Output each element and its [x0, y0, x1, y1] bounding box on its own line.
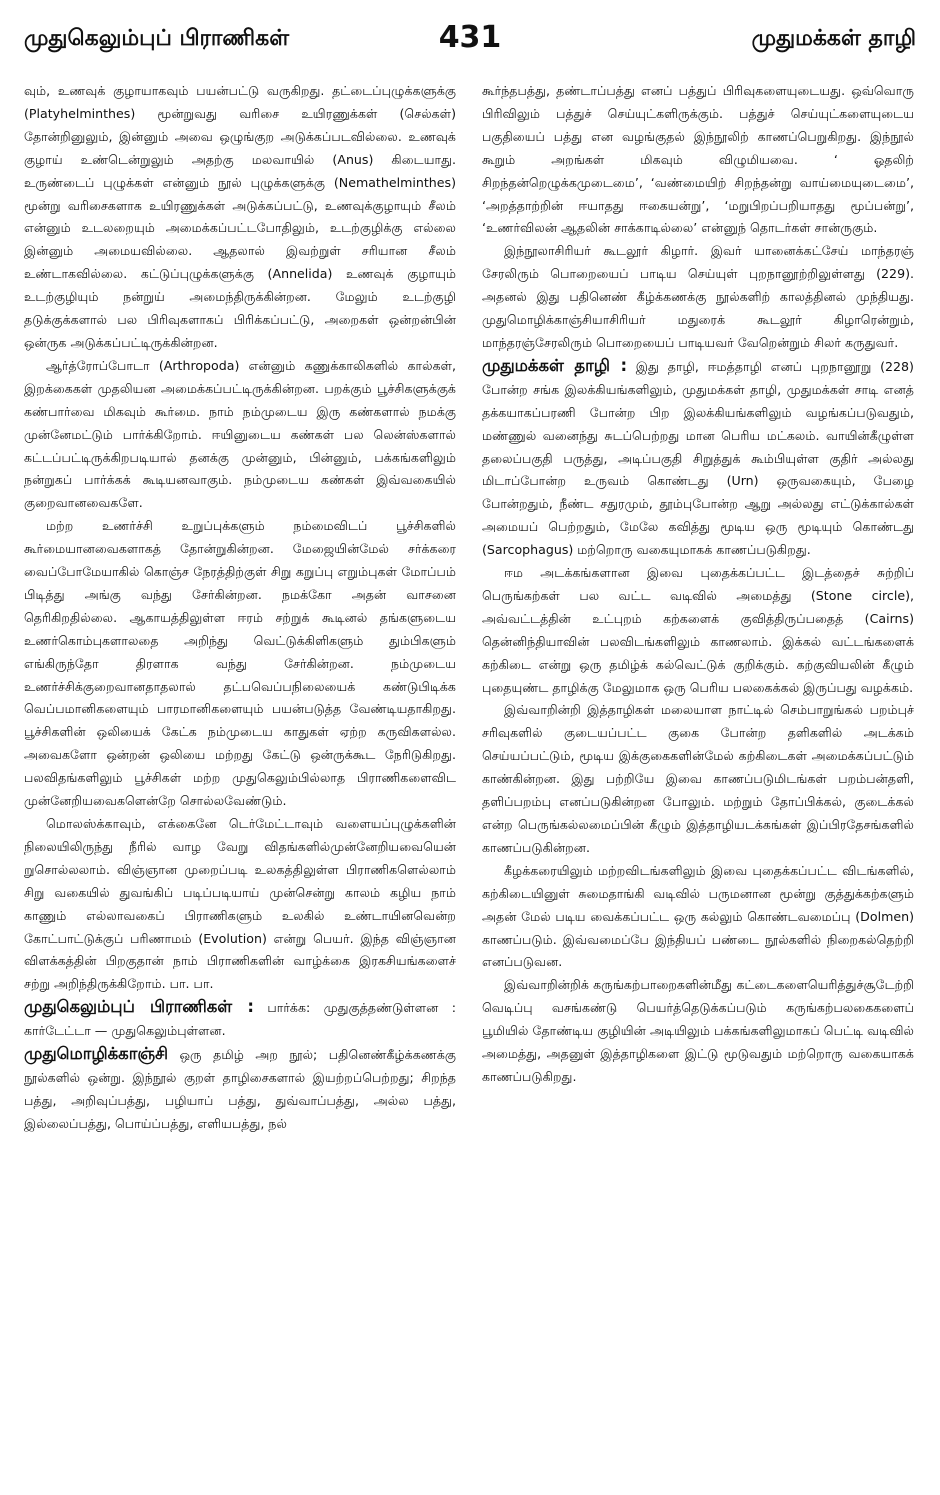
- paragraph: இவ்வாறின்றி இத்தாழிகள் மலையாள நாட்டில் செம்பாறுங்கல் பறம்புச் சரிவுகளில் குடையப்பட்ட குகை போன்ற தளிகளில் அடக்கம் செய்யப்பட்டும், மூடிய இக்குகைகளின்மேல் கற்கிடைகள் அமைக்கப்பட்டும் காண்கின்றன. இது பற்றியே இவை காணப்படுமிடங்கள் பறம்பன்தளி, தளிப்பறம்பு எனப்படுகின்றன போலும். மற்றும் தோப்பிக்கல், குடைக்கல் என்ற பெருங்கல்லமைப்பின் கீழும் இத்தாழியடக்கங்கள் இப்பிரதேசங்களில் காணப்படுகின்றன.: [482, 702, 914, 855]
- entry: [24, 996, 456, 1043]
- entry-text: பார்க்க: முதுகுத்தண்டுள்ளன : கார்டேட்டா — முதுகெலும்புள்ளன.: [24, 1000, 456, 1039]
- page-number: 431: [438, 20, 502, 55]
- paragraph: வும், உணவுக் குழாயாகவும் பயன்பட்டு வருகிறது. தட்டைப்புழுக்களுக்கு (Platyhelminthes) மூன்றுவது வரிசை உயிரணுக்கள் (செல்கள்) தோன்றினுலும், இன்னும் அவை ஒழுங்குற அடுக்கப்படவில்லை. உணவுக் குழாய் உண்டென்றுலும் அதற்கு மலவாயில் (Anus) கிடையாது. உருண்டைப் புழுக்கள் என்னும் நூல் புழுக்களுக்கு (Nemathelminthes) மூன்று வரிசைகளாக உயிரணுக்கள் அடுக்கப்பட்டு, உணவுக்குழாயும் சீலம் என்னும் உடலறையும் அமைக்கப்பட்டபோதிலும், உடற்குழிக்கு எல்லை இன்னும் அமையவில்லை. ஆதலால் இவற்றுள் சரியான சீலம் உண்டாகவில்லை. கட்டுப்புழுக்களுக்கு (Annelida) உணவுக் குழாயும் உடற்குழியும் நன்றுய் அமைந்திருக்கின்றன. மேலும் உடற்குழி தடுக்குக்களால் பல பிரிவுகளாகப் பிரிக்கப்பட்டு, அறைகள் ஒன்றன்பின் ஒன்ருக அடுக்கப்பட்டிருக்கின்றன.: [24, 83, 456, 350]
- paragraph: ஈம அடக்கங்களான இவை புதைக்கப்பட்ட இடத்தைச் சுற்றிப் பெருங்கற்கள் பல வட்ட வடிவில் அமைத்து (Stone circle), அவ்வட்டத்தின் உட்புறம் கற்களைக் குவித்திருப்பதைத் (Cairns) தென்னிந்தியாவின் பலவிடங்களிலும் காணலாம். இக்கல் வட்டங்களைக் கற்கிடை என்று ஒரு தமிழ்க் கல்வெட்டுக் குறிக்கும். கற்குவியலின் கீழும் புதையுண்ட தாழிக்கு மேலுமாக ஒரு பெரிய பலகைக்கல் இருப்பது வழக்கம்.: [482, 565, 914, 695]
- entry: [24, 1043, 456, 1136]
- paragraph: இவ்வாறின்றிக் கருங்கற்பாறைகளின்மீது கட்டைகளையெரித்துச்சூடேற்றி வெடிப்பு வசங்கண்டு பெயர்த்தெடுக்கப்படும் கருங்கற்பலகைகளைப் பூமியில் தோண்டிய குழியின் அடியிலும் பக்கங்களிலுமாகப் பெட்டி வடிவில் அமைத்து, அதனுள் இத்தாழிகளை இட்டு மூடுவதும் மற்றொரு வகையாகக் காணப்படுகிறது.: [482, 977, 914, 1084]
- entry-heading: முதுகெலும்புப் பிராணிகள் :: [24, 997, 254, 1017]
- page-header: [24, 20, 916, 68]
- paragraph: ஆர்த்ரோப்போடா (Arthropoda) என்னும் கணுக்காலிகளில் கால்கள், இறக்கைகள் முதலியன அமைக்கப்பட்டிருக்கின்றன. பறக்கும் பூச்சிகளுக்குக் கண்பார்வை மிகவும் கூர்மை. நாம் நம்முடைய இரு கண்களால் நமக்கு முன்னேமட்டும் பார்க்கிறோம். ஈயினுடைய கண்கள் பல லென்ஸ்களால் கட்டப்பட்டிருக்கிறபடியால் தனக்கு முன்னும், பின்னும், பக்கங்களிலும் நன்றுகப் பார்க்கக் கூடியனவாகும். நம்முடைய கண்கள் இவ்வகையில் குறைவானவைகளே.: [24, 357, 456, 511]
- running-head-right: முதுமக்கள் தாழி: [751, 26, 916, 51]
- entry: [482, 355, 914, 562]
- entry-text: இது தாழி, ஈமத்தாழி எனப் புறநானூறு (228) போன்ற சங்க இலக்கியங்களிலும், முதுமக்கள் தாழி, முதுமக்கள் சாடி எனத் தக்கயாகப்பரணி போன்ற பிற இலக்கியங்களிலும் வழங்கப்படுவதும், மண்ணுல் வனைந்து சுடப்பெற்றது மான பெரிய மட்கலம். வாயின்கீழுள்ள தலைப்பகுதி பருத்து, அடிப்பகுதி சிறுத்துக் கூம்பியுள்ள குதிர் அல்லது மிடாப்போன்ற உருவம் கொண்டது (Urn) ஒருவகையும், பேழை போன்றதும், நீண்ட சதுரமும், தூம்புபோன்ற ஆறு அல்லது எட்டுக்கால்கள் அமையப் பெற்றதும், மேலே கவித்து மூடிய ஒரு மூடியும் கொண்டது (Sarcophagus) மற்றொரு வகையுமாகக் காணப்படுகிறது.: [482, 358, 914, 558]
- entry-heading: முதுமக்கள் தாழி :: [482, 355, 628, 375]
- paragraph: மற்ற உணர்ச்சி உறுப்புக்களும் நம்மைவிடப் பூச்சிகளில் கூர்மையானவைகளாகத் தோன்றுகின்றன. மேஜையின்மேல் சர்க்கரை வைப்போமேயாகில் கொஞ்ச நேரத்திற்குள் சிறு கறுப்பு எறும்புகள் மோப்பம் பிடித்து அங்கு வந்து சேர்கின்றன. நமக்கோ அதன் வாசனை தெரிகிறதில்லை. ஆகாயத்திலுள்ள ஈரம் சற்றுக் கூடினல் தங்களுடைய உணர்கொம்புகளாலதை அறிந்து வெட்டுக்கிளிகளும் தும்பிகளும் எங்கிருந்தோ திரளாக வந்து சேர்கின்றன. நம்முடைய உணர்ச்சிக்குறைவானதாதலால் தட்பவெப்பநிலையைக் கண்டுபிடிக்க வெப்பமானிகளையும் பாரமானிகளையும் பயன்படுத்த வேண்டியதாகிறது. பூச்சிகளின் ஒலியைக் கேட்க நம்முடைய காதுகள் ஏற்ற கருவிகளல்ல. அவைகளோ ஒன்றன் ஒலியை மற்றது கேட்டு ஒன்ருக்கூட நேரிடுகிறது. பலவிதங்களிலும் பூச்சிகள் மற்ற முதுகெலும்பில்லாத பிராணிகளைவிட முன்னேறியவைகளென்றே சொல்லவேண்டும்.: [24, 518, 456, 809]
- paragraph: இந்நூலாசிரியர் கூடலூர் கிழார். இவர் யானைக்கட்சேய் மாந்தரஞ் சேரலிரும் பொறையைப் பாடிய செய்யுள் புறநானூற்றிலுள்ளது (229). அதனல் இது பதினெண் கீழ்க்கணக்கு நூல்களிற் காலத்தினல் முந்தியது. முதுமொழிக்காஞ்சியாசிரியர் மதுரைக் கூடலூர் கிழாரென்றும், மாந்தரஞ்சேரலிரும் பொறையைப் பாடியவர் வேறென்றும் சிலர் கருதுவர்.: [482, 243, 914, 350]
- entry-heading: முதுமொழிக்காஞ்சி: [24, 1044, 168, 1064]
- paragraph: கூர்ந்தபத்து, தண்டாப்பத்து எனப் பத்துப் பிரிவுகளையுடையது. ஒவ்வொரு பிரிவிலும் பத்துச் செய்யுட்களிருக்கும். பத்துச் செய்யுட்களையுடைய பகுதியைப் பத்து என வழங்குதல் இந்நூலிற் காணப்பெறுகிறது. இந்நூல் கூறும் அறங்கள் மிகவும் விழுமியவை. ‘ ஓதலிற் சிறந்தன்றெழுக்கமுடைமை’, ‘வண்மையிற் சிறந்தன்று வாய்மையுடைமை’, ‘அறத்தாற்றின் ஈயாதது ஈகையன்று’, ‘மறுபிறப்பறியாதது மூப்பன்று’, ‘உணர்விலன் ஆதலின் சாக்காடில்லை’ என்னுந் தொடர்கள் சான்ருகும்.: [482, 83, 914, 236]
- right-column: [482, 80, 914, 1480]
- paragraph: மொலஸ்க்காவும், எக்கைனே டெர்மேட்டாவும் வளையப்புழுக்களின் நிலையிலிருந்து நீரில் வாழ வேறு விதங்களில்முன்னேறியவையென் றுசொல்லலாம். விஞ்ஞான முறைப்படி உலகத்திலுள்ள பிராணிகளெல்லாம் சிறு வகையில் துவங்கிப் படிப்படியாய் முன்சென்று காலம் கழிய நாம் காணும் எல்லாவகைப் பிராணிகளும் உலகில் உண்டாயினவென்ற கோட்பாட்டுக்குப் பரிணாமம் (Evolution) என்று பெயர். இந்த விஞ்ஞான விளக்கத்தின் பிறகுதான் நாம் பிராணிகளின் வாழ்க்கை இரகசியங்களைச் சற்று அறிந்திருக்கிறோம். பா. பா.: [24, 816, 456, 992]
- left-column: [24, 80, 456, 1480]
- running-head-left: முதுகெலும்புப் பிராணிகள்: [24, 26, 290, 51]
- entry-text: ஒரு தமிழ் அற நூல்; பதினெண்கீழ்க்கணக்கு நூல்களில் ஒன்று. இந்நூல் குறள் தாழிசைகளால் இயற்றப்பெற்றது; சிறந்த பத்து, அறிவுப்பத்து, பழியாப் பத்து, துவ்வாப்பத்து, அல்ல பத்து, இல்லைப்பத்து, பொய்ப்பத்து, எளியபத்து, நல்: [24, 1047, 456, 1131]
- paragraph: கீழக்கரையிலும் மற்றவிடங்களிலும் இவை புதைக்கப்பட்ட விடங்களில், கற்கிடையினுள் சுமைதாங்கி வடிவில் பருமனான மூன்று குத்துக்கற்களும் அதன் மேல் படிய வைக்கப்பட்ட ஒரு கல்லும் கொண்டவமைப்பு (Dolmen) காணப்படும். இவ்வமைப்பே இந்தியப் பண்டை நூல்களில் நிறைகல்தெற்றி எனப்படுவன.: [482, 862, 914, 970]
